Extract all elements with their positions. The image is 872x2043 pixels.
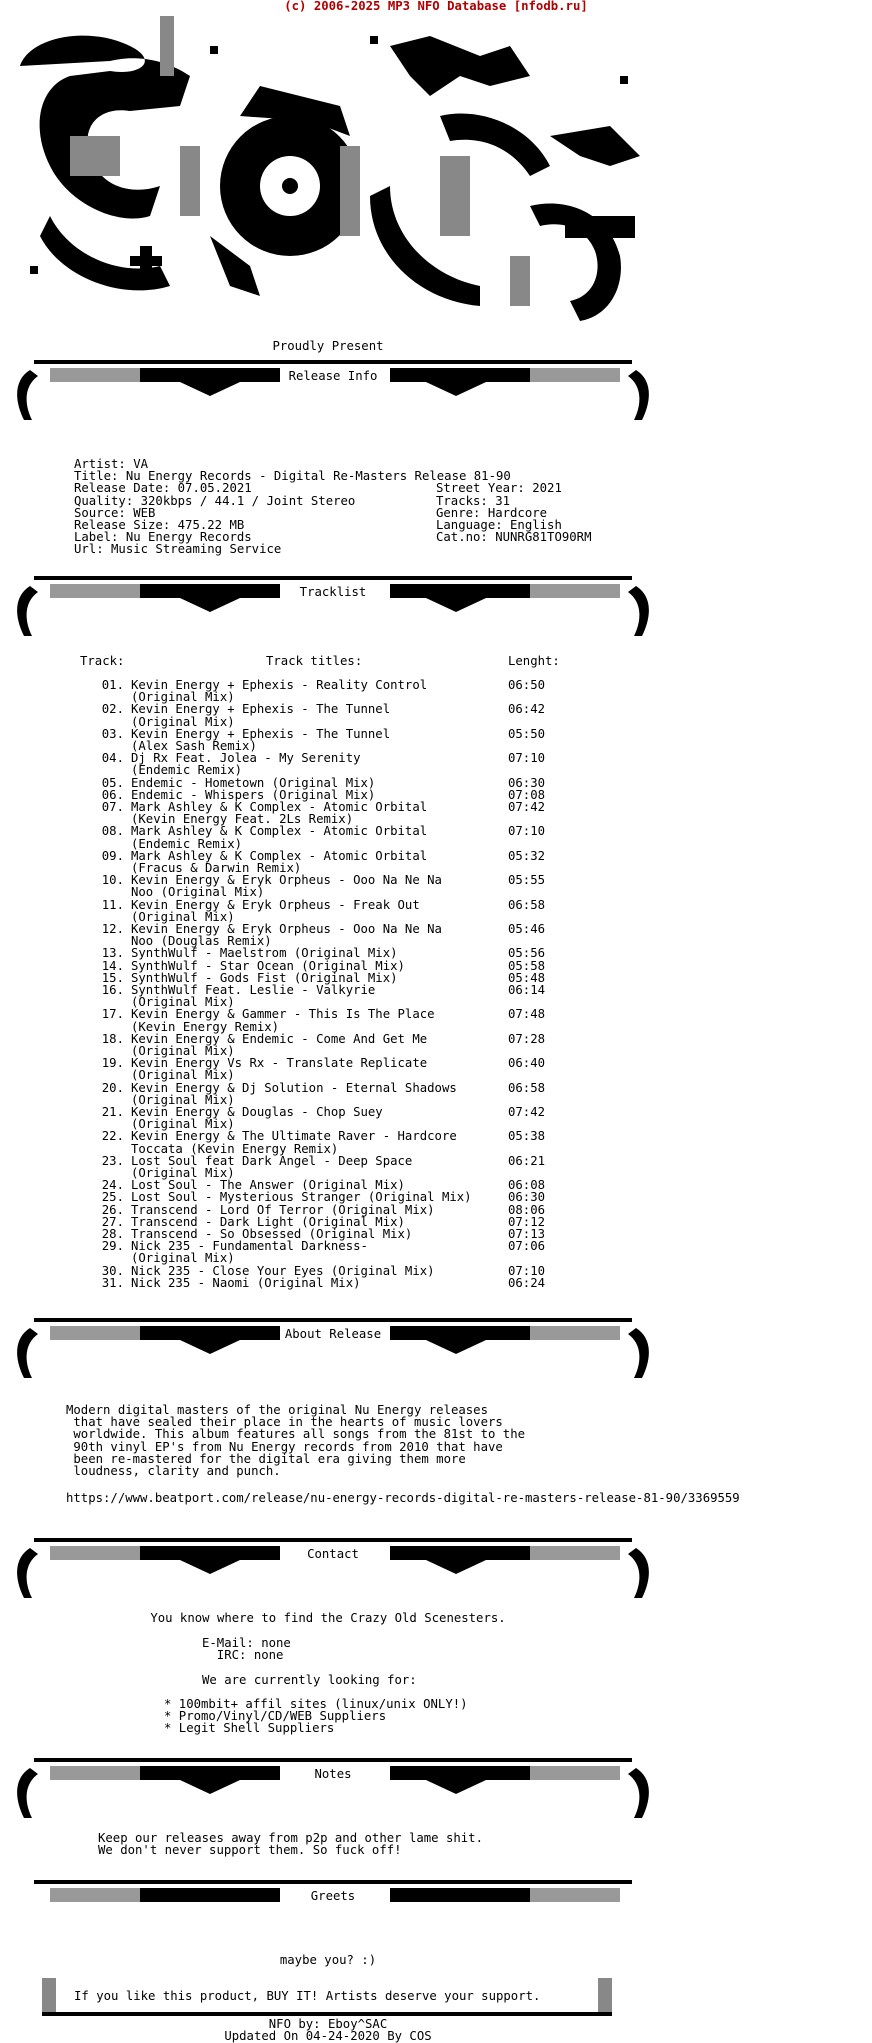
track-title: Mark Ashley & K Complex - Atomic Orbital (Fracus & Darwin Remix) <box>131 848 428 875</box>
track-row <box>74 984 594 1008</box>
track-length: 06:30 <box>508 775 546 790</box>
track-length: 05:38 <box>508 1129 546 1144</box>
col-length: Lenght: <box>508 654 560 668</box>
info-left: Label: Nu Energy Records <box>74 530 252 545</box>
track-number: 07. <box>101 800 124 814</box>
track-length: 05:46 <box>508 922 546 936</box>
track-number: 30. <box>101 1263 124 1278</box>
footer-right-bar <box>598 1978 612 2014</box>
track-number: 17. <box>101 1007 124 1022</box>
track-length: 07:08 <box>508 787 546 802</box>
tracklist-header <box>10 576 656 642</box>
info-right: Cat.no: NUNRG81TO90RM <box>436 530 592 545</box>
track-number: 14. <box>101 958 124 973</box>
track-title: Lost Soul - Mysterious Stranger (Original Mix) <box>131 1190 472 1205</box>
info-right: Tracks: 31 <box>436 493 511 508</box>
track-number: 22. <box>101 1129 124 1144</box>
track-title: SynthWulf Feat. Leslie - Valkyrie (Original Mix) <box>131 983 376 1010</box>
track-row <box>74 874 594 898</box>
track-length: 06:50 <box>508 678 546 692</box>
track-number: 16. <box>101 983 124 997</box>
track-length: 07:10 <box>508 824 546 839</box>
footer-rule <box>42 2012 612 2016</box>
track-length: 07:28 <box>508 1031 546 1046</box>
track-number: 05. <box>101 775 124 790</box>
track-length: 08:06 <box>508 1202 546 1217</box>
track-length: 06:40 <box>508 1056 546 1071</box>
track-row <box>74 1008 594 1032</box>
track-row <box>74 923 594 947</box>
group-logo-art <box>10 16 652 334</box>
track-length: 06:21 <box>508 1153 546 1168</box>
track-title: Nick 235 - Close Your Eyes (Original Mix) <box>131 1263 435 1278</box>
track-length: 06:14 <box>508 983 546 997</box>
track-length: 07:42 <box>508 800 546 814</box>
track-length: 05:50 <box>508 726 546 741</box>
track-row <box>74 899 594 923</box>
track-row <box>74 728 594 752</box>
info-left: Release Date: 07.05.2021 <box>74 481 252 496</box>
copyright-banner: (c) 2006-2025 MP3 NFO Database [nfodb.ru] <box>284 0 588 13</box>
track-row <box>74 1191 594 1203</box>
info-right: Language: English <box>436 517 562 532</box>
updated-on: Updated On 04-24-2020 By COS <box>224 2029 432 2043</box>
track-title: Nick 235 - Fundamental Darkness- (Original Mix) <box>131 1239 368 1266</box>
track-number: 11. <box>101 897 124 912</box>
greets-text: maybe you? :) <box>279 1953 377 1967</box>
contact-irc: IRC: none <box>202 1648 284 1662</box>
track-title: Transcend - Dark Light (Original Mix) <box>131 1214 405 1229</box>
track-number: 02. <box>101 702 124 717</box>
track-length: 05:32 <box>508 848 546 863</box>
track-number: 15. <box>101 970 124 985</box>
track-number: 31. <box>101 1275 124 1290</box>
track-row <box>74 1033 594 1057</box>
notes-line1: Keep our releases away from p2p and other lame shit. <box>98 1831 483 1845</box>
track-length: 07:48 <box>508 1007 546 1022</box>
release-info-header <box>10 360 656 426</box>
track-row <box>74 1204 594 1216</box>
support-line: If you like this product, BUY IT! Artists deserve your support. <box>74 1989 541 2003</box>
col-titles: Track titles: <box>266 654 363 668</box>
track-title: Kevin Energy & Eryk Orpheus - Freak Out (Original Mix) <box>131 897 420 924</box>
track-number: 12. <box>101 922 124 936</box>
track-title: Transcend - So Obsessed (Original Mix) <box>131 1227 413 1241</box>
notes-line2: We don't never support them. So fuck off! <box>98 1843 402 1857</box>
track-title: Mark Ashley & K Complex - Atomic Orbital (Endemic Remix) <box>131 824 428 851</box>
track-length: 06:24 <box>508 1275 546 1290</box>
info-left: Quality: 320kbps / 44.1 / Joint Stereo <box>74 493 356 508</box>
track-number: 03. <box>101 726 124 741</box>
track-length: 05:58 <box>508 958 546 973</box>
track-row <box>74 1155 594 1179</box>
track-row <box>74 679 594 703</box>
track-title: Endemic - Hometown (Original Mix) <box>131 775 376 790</box>
notes-title: Notes <box>314 1767 352 1781</box>
contact-item: * Legit Shell Suppliers <box>164 1721 335 1735</box>
nfo-by: NFO by: Eboy^SAC <box>268 2017 388 2031</box>
track-row <box>74 1130 594 1154</box>
track-row <box>74 777 594 789</box>
track-row <box>74 801 594 825</box>
track-title: Kevin Energy + Ephexis - The Tunnel (Original Mix) <box>131 702 391 729</box>
track-number: 25. <box>101 1190 124 1205</box>
greets-title: Greets <box>310 1889 356 1903</box>
track-number: 10. <box>101 873 124 888</box>
track-number: 18. <box>101 1031 124 1046</box>
track-length: 07:13 <box>508 1227 546 1241</box>
track-number: 20. <box>101 1080 124 1095</box>
track-title: SynthWulf - Star Ocean (Original Mix) <box>131 958 405 973</box>
track-title: Kevin Energy + Ephexis - Reality Control (Original Mix) <box>131 678 428 705</box>
track-title: Kevin Energy Vs Rx - Translate Replicate (Original Mix) <box>131 1056 428 1083</box>
track-length: 06:08 <box>508 1178 546 1193</box>
about-header <box>10 1318 656 1384</box>
track-number: 19. <box>101 1056 124 1071</box>
track-title: Nick 235 - Naomi (Original Mix) <box>131 1275 361 1290</box>
contact-email: E-Mail: none <box>202 1636 291 1650</box>
track-length: 06:30 <box>508 1190 546 1205</box>
track-number: 13. <box>101 946 124 961</box>
track-length: 06:42 <box>508 702 546 717</box>
track-title: Kevin Energy & The Ultimate Raver - Hardcore Toccata (Kevin Energy Remix) <box>131 1129 457 1156</box>
track-length: 06:58 <box>508 1080 546 1095</box>
track-title: Kevin Energy & Dj Solution - Eternal Shadows (Original Mix) <box>131 1080 457 1107</box>
info-left: Url: Music Streaming Service <box>74 542 282 557</box>
info-left: Source: WEB <box>74 505 156 520</box>
release-info-title: Release Info <box>288 369 378 383</box>
track-row <box>74 825 594 849</box>
tracklist-columns <box>80 655 600 667</box>
track-title: SynthWulf - Gods Fist (Original Mix) <box>131 970 398 985</box>
info-left: Release Size: 475.22 MB <box>74 517 245 532</box>
track-row <box>74 1265 594 1277</box>
track-length: 05:48 <box>508 970 546 985</box>
footer-left-bar <box>42 1978 56 2014</box>
proudly-present: Proudly Present <box>272 339 384 353</box>
track-title: Kevin Energy & Gammer - This Is The Place (Kevin Energy Remix) <box>131 1007 435 1034</box>
track-number: 27. <box>101 1214 124 1229</box>
track-row <box>74 1240 594 1264</box>
track-row <box>74 1106 594 1130</box>
track-row <box>74 752 594 776</box>
track-number: 01. <box>101 678 124 692</box>
greets-header <box>10 1880 656 1908</box>
track-title: Kevin Energy & Eryk Orpheus - Ooo Na Ne Na Noo (Original Mix) <box>131 873 442 900</box>
contact-intro: You know where to find the Crazy Old Scenesters. <box>150 1611 506 1625</box>
track-title: Dj Rx Feat. Jolea - My Serenity (Endemic Remix) <box>131 751 361 778</box>
contact-header <box>10 1538 656 1604</box>
track-number: 28. <box>101 1227 124 1241</box>
track-number: 24. <box>101 1178 124 1193</box>
info-right: Street Year: 2021 <box>436 481 562 496</box>
track-length: 05:56 <box>508 946 546 961</box>
track-row <box>74 1057 594 1081</box>
about-text: Modern digital masters of the original Nu Energy releases that have sealed their place in the hearts of music lovers worldwide. This album features all songs from the 81st to the 90th vinyl EP's from Nu Energy records from 2010 that have been re-mastered for the digital era giving them more loudness, clarity and punch. <box>66 1403 526 1479</box>
track-title: Lost Soul feat Dark Angel - Deep Space (Original Mix) <box>131 1153 413 1180</box>
track-length: 07:10 <box>508 751 546 766</box>
contact-item: * Promo/Vinyl/CD/WEB Suppliers <box>164 1709 387 1723</box>
contact-title: Contact <box>307 1547 359 1561</box>
info-right: Genre: Hardcore <box>436 505 548 520</box>
track-row <box>74 947 594 959</box>
track-length: 05:55 <box>508 873 546 888</box>
track-title: Endemic - Whispers (Original Mix) <box>131 787 376 802</box>
col-track: Track: <box>80 654 125 668</box>
contact-item: * 100mbit+ affil sites (linux/unix ONLY!) <box>164 1697 468 1711</box>
info-left: Title: Nu Energy Records - Digital Re-Masters Release 81-90 <box>74 469 511 484</box>
contact-looking: We are currently looking for: <box>202 1673 417 1687</box>
track-title: Kevin Energy & Douglas - Chop Suey (Original Mix) <box>131 1105 383 1132</box>
track-length: 07:42 <box>508 1105 546 1119</box>
track-length: 07:10 <box>508 1263 546 1278</box>
track-row <box>74 850 594 874</box>
info-left: Artist: VA <box>74 457 149 471</box>
track-number: 09. <box>101 848 124 863</box>
track-length: 07:06 <box>508 1239 546 1254</box>
track-title: Mark Ashley & K Complex - Atomic Orbital (Kevin Energy Feat. 2Ls Remix) <box>131 800 428 827</box>
track-row <box>74 960 594 972</box>
track-number: 21. <box>101 1105 124 1119</box>
track-title: Kevin Energy & Endemic - Come And Get Me (Original Mix) <box>131 1031 428 1058</box>
tracklist-title: Tracklist <box>299 585 367 599</box>
track-length: 07:12 <box>508 1214 546 1229</box>
track-row <box>74 1277 594 1289</box>
track-title: Kevin Energy + Ephexis - The Tunnel (Alex Sash Remix) <box>131 726 391 753</box>
track-title: Transcend - Lord Of Terror (Original Mix) <box>131 1202 435 1217</box>
track-number: 04. <box>101 751 124 766</box>
track-length: 06:58 <box>508 897 546 912</box>
about-title: About Release <box>284 1327 382 1341</box>
notes-header <box>10 1758 656 1824</box>
beatport-url: https://www.beatport.com/release/nu-energy-records-digital-re-masters-release-81-90/3369559 <box>66 1491 740 1505</box>
track-row <box>74 703 594 727</box>
track-row <box>74 1082 594 1106</box>
track-title: SynthWulf - Maelstrom (Original Mix) <box>131 946 398 961</box>
track-number: 26. <box>101 1202 124 1217</box>
release-info-block <box>74 458 634 556</box>
track-number: 08. <box>101 824 124 839</box>
track-number: 06. <box>101 787 124 802</box>
track-number: 29. <box>101 1239 124 1254</box>
track-title: Lost Soul - The Answer (Original Mix) <box>131 1178 405 1193</box>
track-title: Kevin Energy & Eryk Orpheus - Ooo Na Ne Na Noo (Douglas Remix) <box>131 922 442 949</box>
track-number: 23. <box>101 1153 124 1168</box>
